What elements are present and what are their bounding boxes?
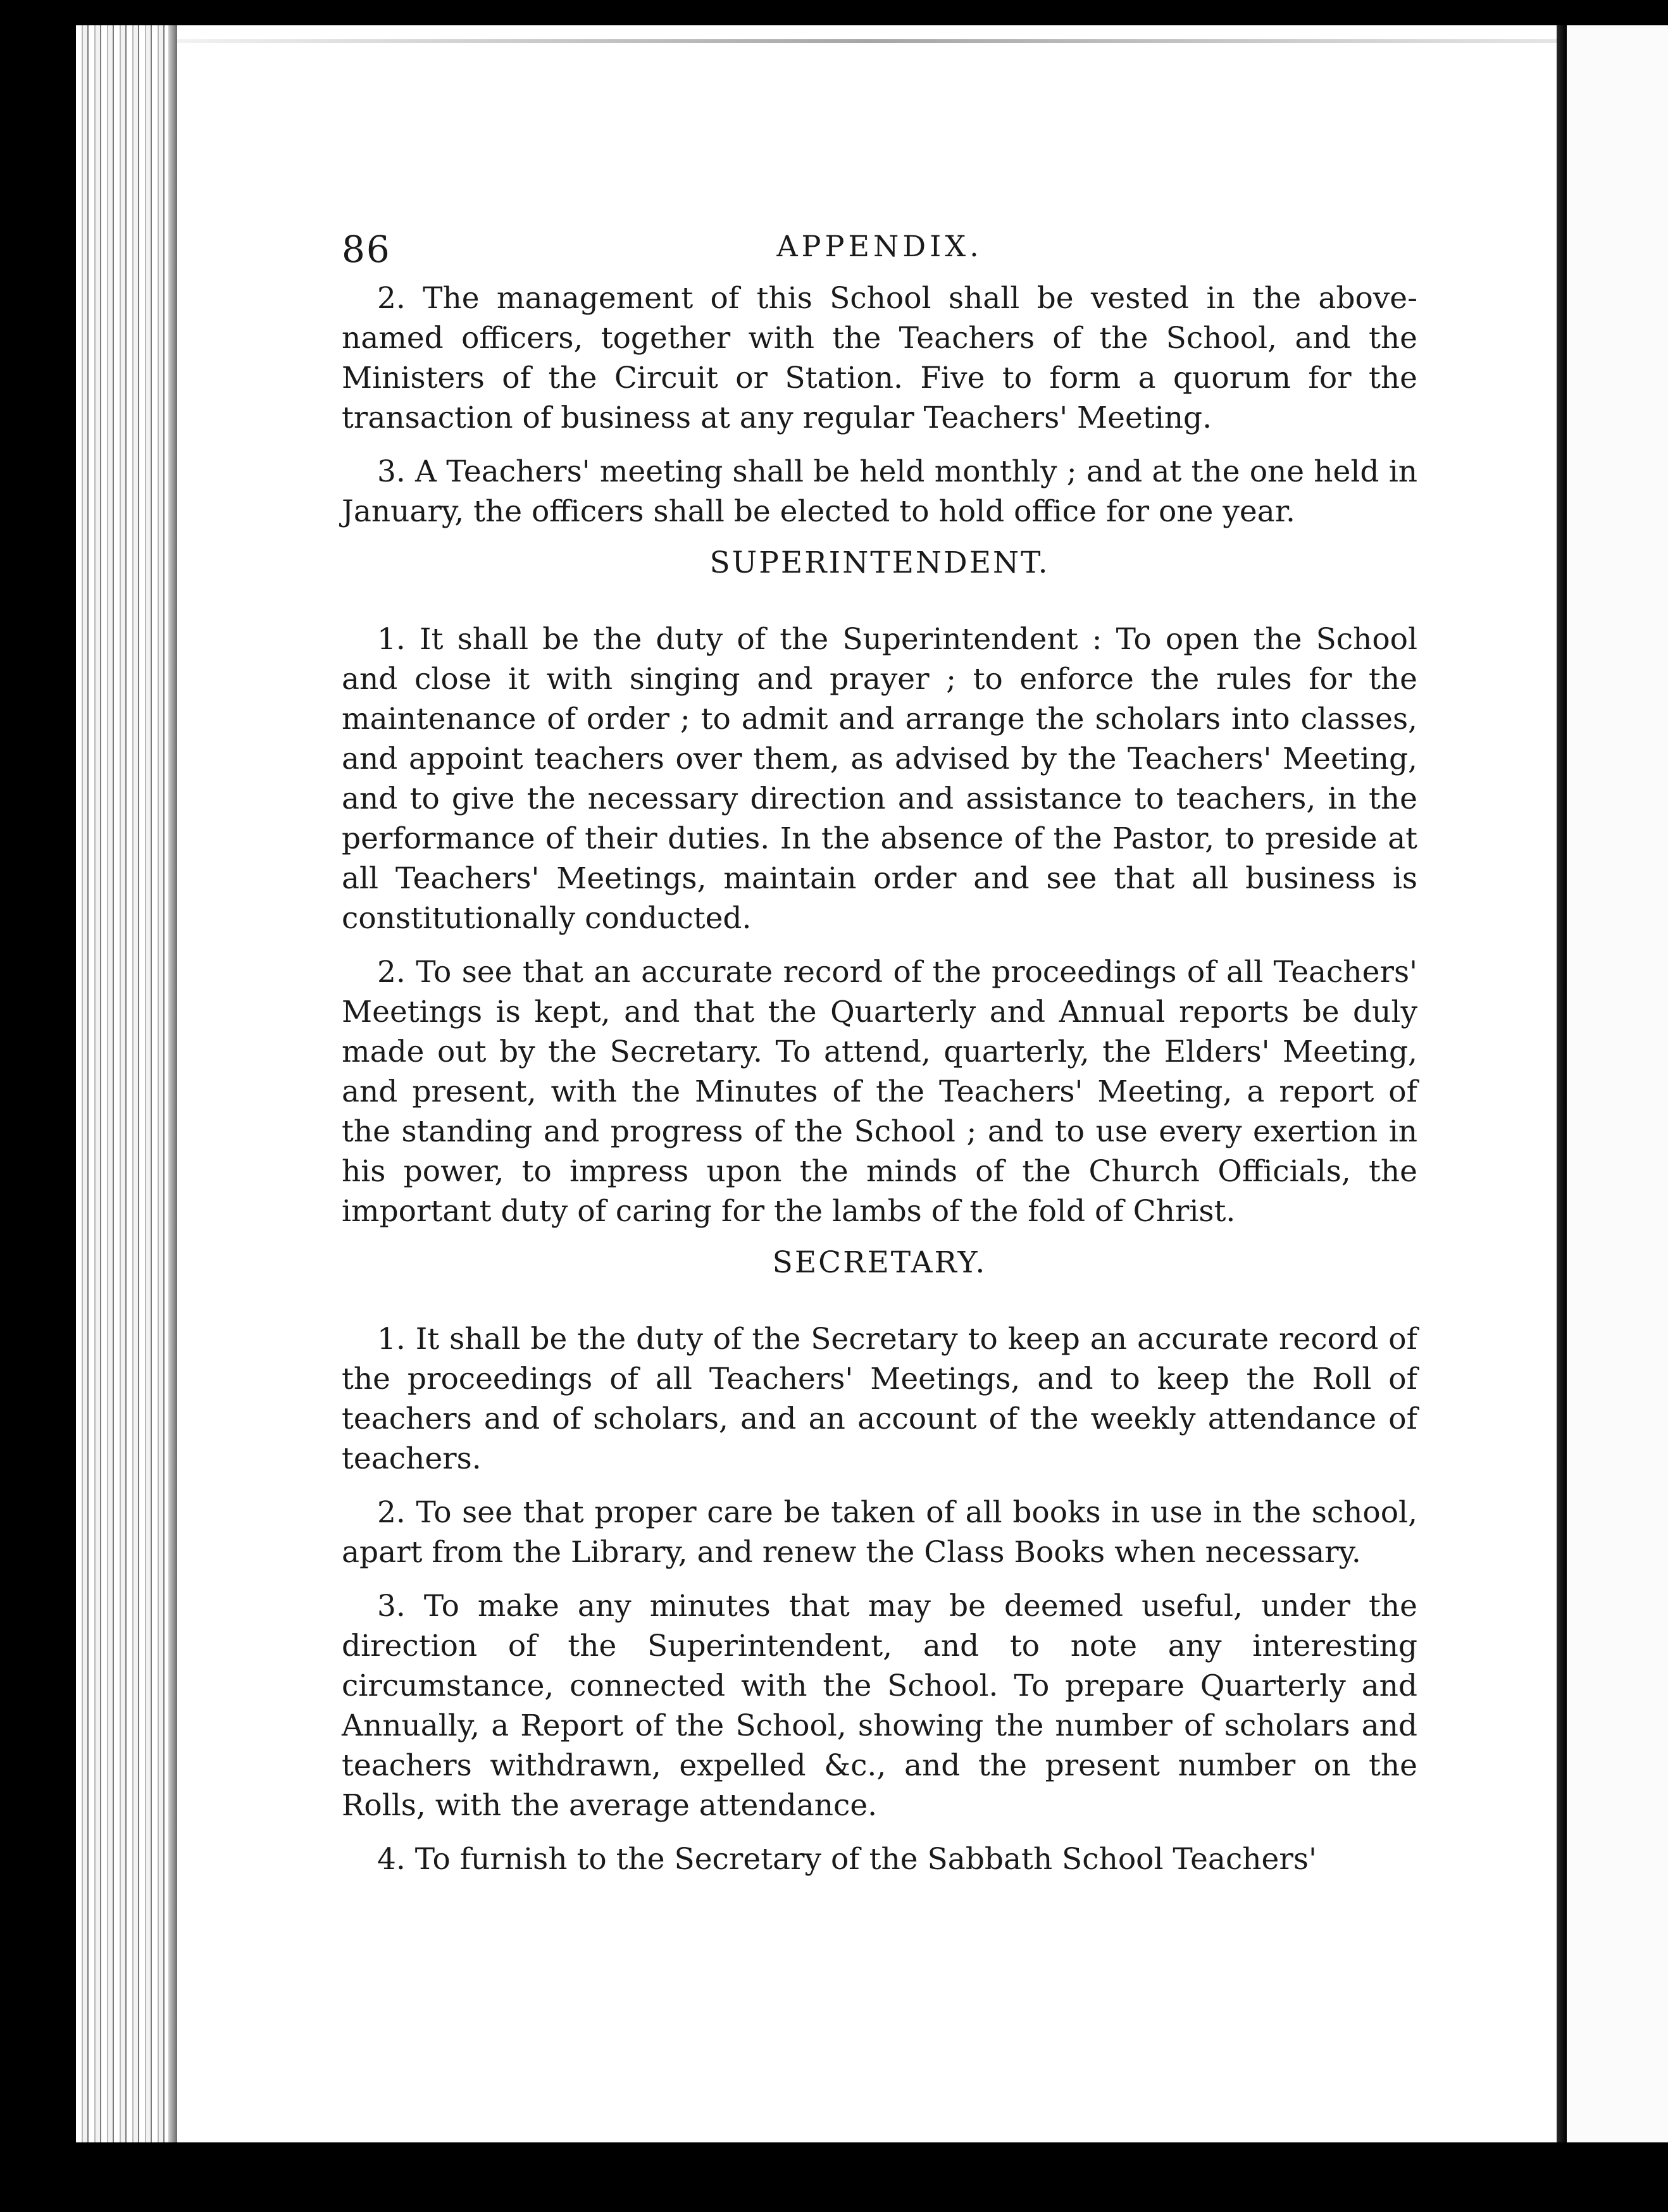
facing-page-edge <box>1567 25 1668 2142</box>
section-heading: SUPERINTENDENT. <box>709 545 1050 580</box>
paragraph: 1. It shall be the duty of the Superintendent : To open the School and close it with singing and prayer ; to enforce the rules for the maintenance of order ; to admit and arrange the scholars into classes, and appoint teachers over them, as advised by the Teachers' Meeting, and to give the necessary direction and assistance to teachers, in the performance of their duties. In the absence of the Pastor, to preside at all Teachers' Meetings, maintain order and see that all business is constitutionally conducted. <box>342 622 1417 936</box>
book-page <box>342 215 1417 1893</box>
binding-gutter <box>1557 25 1567 2142</box>
paragraph: 4. To furnish to the Secretary of the Sabbath School Teachers' <box>377 1842 1317 1877</box>
running-title: APPENDIX. <box>776 229 983 263</box>
page-number: 86 <box>342 228 391 271</box>
scan-border-left <box>0 0 76 2212</box>
running-head <box>342 215 1417 278</box>
paragraph: 3. To make any minutes that may be deemed useful, under the direction of the Superintendent, and to note any interesting circumstance, connected with the School. To prepare Quarterly and Annually, a Report of the School, showing the number of scholars and teachers withdrawn, expelled &c., and the present number on the Rolls, with the average attendance. <box>342 1589 1417 1823</box>
paragraph: 2. To see that proper care be taken of all books in use in the school, apart from the Library, and renew the Class Books when necessary. <box>342 1495 1417 1570</box>
book-page-edges <box>76 25 177 2142</box>
paragraph: 3. A Teachers' meeting shall be held monthly ; and at the one held in January, the officers shall be elected to hold office for one year. <box>342 454 1417 529</box>
paragraph: 2. The management of this School shall be vested in the above-named officers, together with the Teachers of the School, and the Ministers of the Circuit or Station. Five to form a quorum for the transaction of business at any regular Teachers' Meeting. <box>342 281 1417 435</box>
paragraph: 2. To see that an accurate record of the proceedings of all Teachers' Meetings is kept, and that the Quarterly and Annual reports be duly made out by the Secretary. To attend, quarterly, the Elders' Meeting, and present, with the Minutes of the Teachers' Meeting, a report of the standing and progress of the School ; and to use every exertion in his power, to impress upon the minds of the Church Officials, the important duty of caring for the lambs of the fold of Christ. <box>342 955 1417 1229</box>
secretary-section <box>342 1245 1417 1879</box>
section-heading: SECRETARY. <box>772 1245 987 1280</box>
scan-border-top <box>0 0 1668 25</box>
page-top-shadow <box>177 39 1557 43</box>
scan-border-bottom <box>0 2142 1668 2212</box>
paragraph: 1. It shall be the duty of the Secretary to keep an accurate record of the proceedings of all Teachers' Meetings, and to keep the Roll of teachers and of scholars, and an account of the weekly attendance of teachers. <box>342 1322 1417 1476</box>
intro-section <box>342 278 1417 531</box>
superintendent-section <box>342 545 1417 1231</box>
